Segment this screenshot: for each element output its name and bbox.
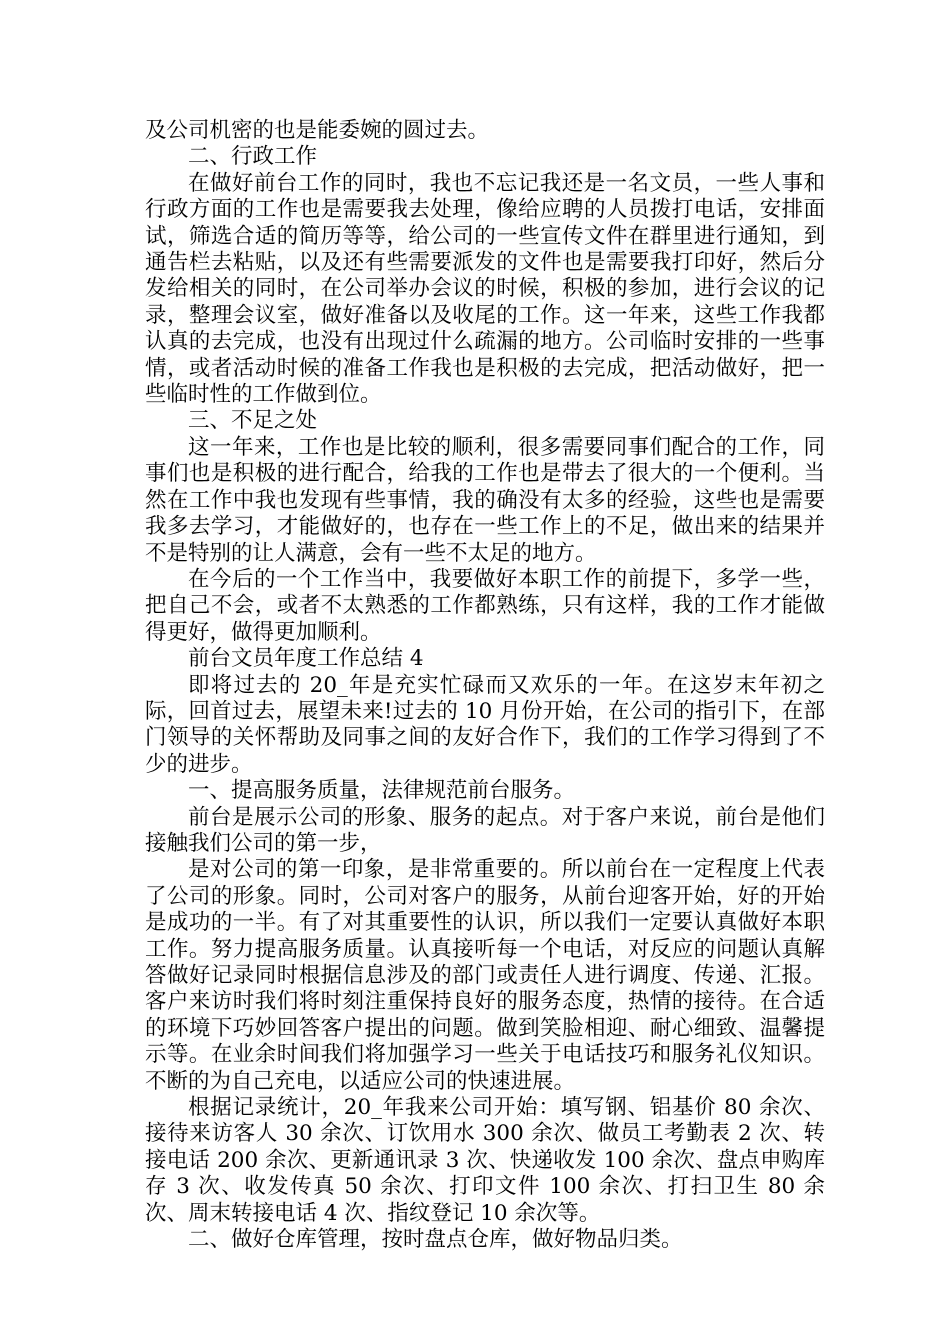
paragraph-first-impression: 是对公司的第一印象，是非常重要的。所以前台在一定程度上代表了公司的形象。同时，公司对客户的服务，从前台迎客开始，好的开始是成功的一半。有了对其重要性的认识，所以我们一定要认真做好本职工作。努力提高服务质量。认真接听每一个电话，对反应的问题认真解答做好记录同时根据信息涉及的部门或责任人进行调度、传递、汇报。客户来访时我们将时刻注重保持良好的服务态度，热情的接待。在合适的环境下巧妙回答客户提出的问题。做到笑脸相迎、耐心细致、温馨提示等。在业余时间我们将加强学习一些关于电话技巧和服务礼仪知识。不断的为自己充电，以适应公司的快速进展。 <box>145 857 825 1094</box>
paragraph-statistics: 根据记录统计，20_年我来公司开始：填写钢、铝基价 80 余次、接待来访客人 30 余次、订饮用水 300 余次、做员工考勤表 2 次、转接电话 200 余次、更新通讯录 3 次、快递收发 100 余次、盘点申购库存 3 次、收发传真 50 余次、打印文件 100 余次、打扫卫生 80 余次、周末转接电话 4 次、指纹登记 10 余次等。 <box>145 1095 825 1226</box>
paragraph-future-plan: 在今后的一个工作当中，我要做好本职工作的前提下，多学一些，把自己不会，或者不太熟悉的工作都熟练，只有这样，我的工作才能做得更好，做得更加顺利。 <box>145 566 825 645</box>
section-heading-shortcomings: 三、不足之处 <box>188 408 318 434</box>
paragraph-continuation: 及公司机密的也是能委婉的圆过去。 <box>145 118 490 143</box>
paragraph-shortcomings: 这一年来，工作也是比较的顺利，很多需要同事们配合的工作，同事们也是积极的进行配合，给我的工作也是带去了很大的一个便利。当然在工作中我也发现有些事情，我的确没有太多的经验，这些也是需要我多去学习，才能做好的，也存在一些工作上的不足，做出来的结果并不是特别的让人满意，会有一些不太足的地方。 <box>145 434 825 566</box>
section-heading-admin-work: 二、行政工作 <box>188 144 318 170</box>
document-page <box>145 118 825 1253</box>
paragraph-admin-work: 在做好前台工作的同时，我也不忘记我还是一名文员，一些人事和行政方面的工作也是需要我去处理，像给应聘的人员拨打电话，安排面试，筛选合适的简历等等，给公司的一些宣传文件在群里进行通知，到通告栏去粘贴，以及还有些需要派发的文件也是需要我打印好，然后分发给相关的同时，在公司举办会议的时候，积极的参加，进行会议的记录，整理会议室，做好准备以及收尾的工作。这一年来，这些工作我都认真的去完成，也没有出现过什么疏漏的地方。公司临时安排的一些事情，或者活动时候的准备工作我也是积极的去完成，把活动做好，把一些临时性的工作做到位。 <box>145 170 825 408</box>
paragraph-front-desk-image: 前台是展示公司的形象、服务的起点。对于客户来说，前台是他们接触我们公司的第一步， <box>145 804 825 856</box>
section-heading-service-quality: 一、提高服务质量，法律规范前台服务。 <box>188 778 576 804</box>
section-heading-warehouse: 二、做好仓库管理，按时盘点仓库，做好物品归类。 <box>188 1227 683 1253</box>
document-subtitle: 前台文员年度工作总结 4 <box>188 646 424 672</box>
paragraph-year-review: 即将过去的 20_年是充实忙碌而又欢乐的一年。在这岁末年初之际，回首过去，展望未来!过去的 10 月份开始，在公司的指引下，在部门领导的关怀帮助及同事之间的友好合作下，我们的工作学习得到了不少的进步。 <box>145 672 825 777</box>
